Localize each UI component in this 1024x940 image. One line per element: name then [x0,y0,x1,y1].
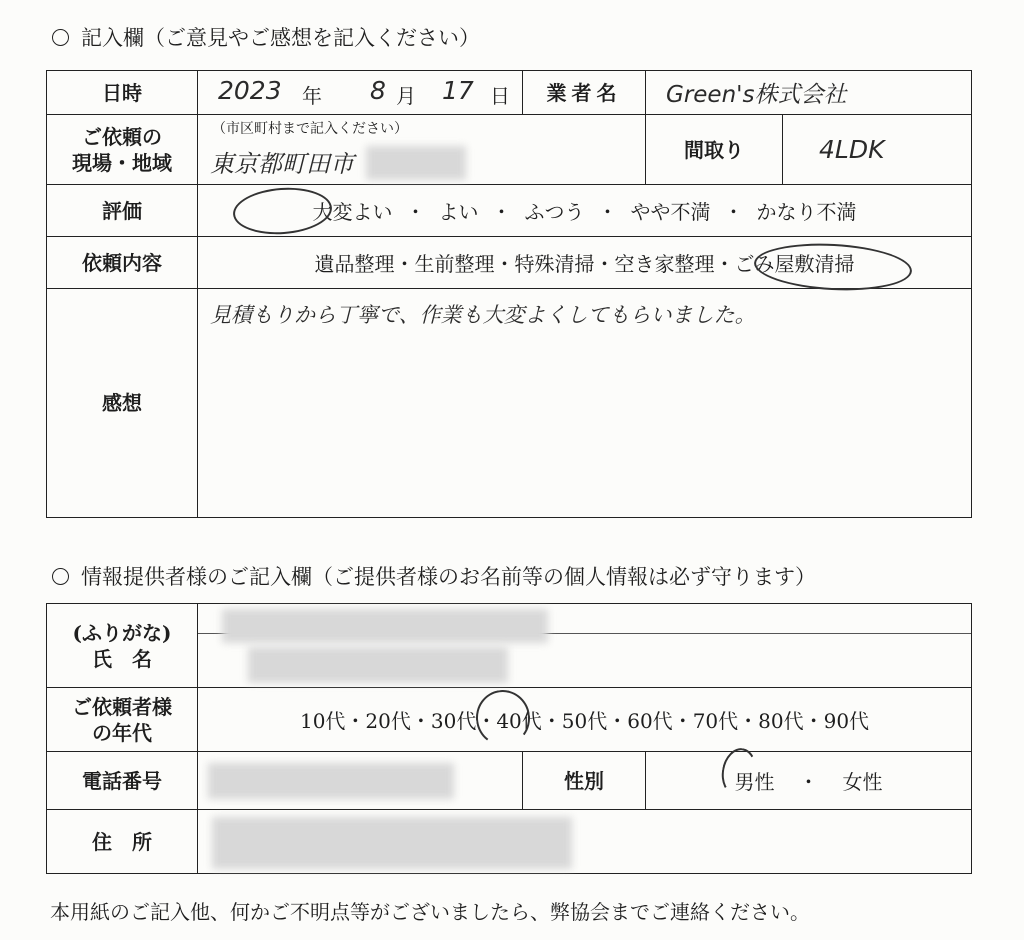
service-option-2[interactable]: 特殊清掃 [514,252,595,276]
vendor-field[interactable] [646,71,972,115]
date-year-unit: 年 [302,83,322,108]
footer-note: 本用紙のご記入他、何かご不明点等がございましたら、弊協会までご連絡ください。 [50,900,810,924]
redacted-phone [208,763,454,799]
site-field[interactable] [198,115,646,185]
layout-value: 4LDK [819,135,885,164]
age-label [47,688,198,752]
service-label: 依頼内容 [47,237,198,289]
gender-options[interactable]: 男性 ・ 女性 [646,752,972,810]
site-label-line1: ご依頼の [82,124,162,149]
age-option-4[interactable]: 50代 [561,709,608,733]
circle-bullet-icon [52,568,69,585]
redacted-furigana [222,609,548,643]
rating-option-2[interactable]: ふつう [524,200,585,224]
age-option-7[interactable]: 80代 [758,709,804,733]
rating-option-1[interactable]: よい [438,200,479,224]
name-field[interactable] [198,604,972,688]
redacted-area [366,146,466,180]
site-label [47,115,198,185]
site-label-line2: 現場・地域 [72,150,172,175]
phone-field[interactable] [198,752,523,810]
date-label: 日時 [47,71,198,115]
age-option-3[interactable]: 40代 [496,709,542,733]
rating-option-4[interactable]: かなり不満 [756,200,857,224]
gender-label: 性別 [523,752,646,810]
age-label-line1: ご依頼者様 [72,694,172,719]
gender-option-1[interactable]: 女性 [842,770,883,794]
age-option-5[interactable]: 60代 [627,709,673,733]
redacted-address [212,817,572,869]
address-label: 住 所 [47,810,198,874]
site-value: 東京都町田市 [210,149,354,178]
name-label [47,604,198,688]
site-hint: （市区町村まで記入ください） [212,120,408,137]
date-month-unit: 月 [396,83,416,108]
service-option-4[interactable]: ごみ屋敷清掃 [734,252,855,276]
feedback-form [46,70,972,518]
vendor-value: Green's株式会社 [666,82,847,108]
impression-field[interactable] [198,289,972,518]
layout-field[interactable] [783,115,972,185]
age-option-0[interactable]: 10代 [299,709,346,733]
layout-label: 間取り [646,115,783,185]
vendor-label: 業者名 [523,71,646,115]
gender-option-0[interactable]: 男性 [734,770,775,794]
impression-label: 感想 [47,289,198,518]
age-label-line2: の年代 [92,720,152,745]
age-option-1[interactable]: 20代 [365,709,411,733]
section2-heading-text: 情報提供者様のご記入欄（ご提供者様のお名前等の個人情報は必ず守ります） [81,565,816,589]
impression-value: 見積もりから丁寧で、作業も大変よくしてもらいました。 [210,303,756,327]
circle-bullet-icon [52,29,69,46]
phone-label: 電話番号 [47,752,198,810]
rating-option-0[interactable]: 大変よい [312,200,393,224]
redacted-name [248,647,508,683]
furigana-label: (ふりがな) [72,620,172,645]
name-label-text: 氏 名 [92,646,152,671]
date-field[interactable] [198,71,523,115]
date-year-value: 2023 [218,75,282,105]
service-option-1[interactable]: 生前整理 [414,252,495,276]
service-option-0[interactable]: 遺品整理 [314,252,395,276]
date-month-value: 8 [370,75,386,105]
rating-option-3[interactable]: やや不満 [630,200,711,224]
age-option-8[interactable]: 90代 [823,709,870,733]
rating-label: 評価 [47,185,198,237]
age-option-6[interactable]: 70代 [692,709,739,733]
age-options[interactable]: 10代・20代・30代・40代・50代・60代・70代・80代・90代 [198,688,972,752]
service-option-3[interactable]: 空き家整理 [614,252,715,276]
section1-heading-text: 記入欄（ご意見やご感想を記入ください） [81,26,480,50]
address-field[interactable] [198,810,972,874]
date-day-unit: 日 [490,83,510,108]
section2-heading [52,561,816,591]
rating-options[interactable]: 大変よい ・ よい ・ ふつう ・ やや不満 ・ かなり不満 [198,185,972,237]
date-day-value: 17 [442,75,474,105]
section1-heading [52,22,480,52]
age-option-2[interactable]: 30代 [430,709,477,733]
service-options[interactable]: 遺品整理・生前整理・特殊清掃・空き家整理・ごみ屋敷清掃 [198,237,972,289]
